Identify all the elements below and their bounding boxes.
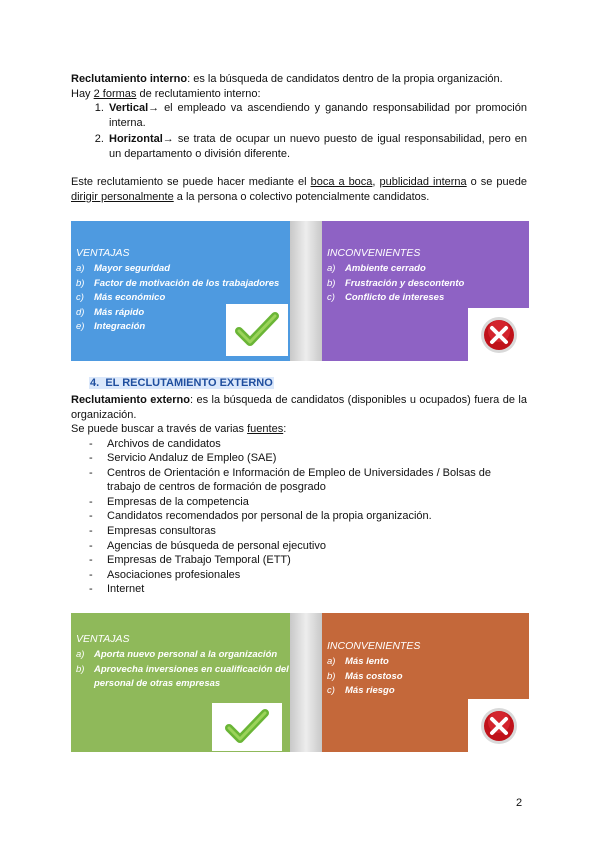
methods-sep: o se puede [466, 176, 527, 188]
item-marker: a) [327, 263, 336, 274]
disadvantage-item [327, 291, 464, 306]
item-text: Más lento [345, 656, 389, 667]
panel-divider [290, 613, 322, 752]
internal-disadvantages-panel [322, 221, 529, 361]
internal-definition-block [71, 72, 527, 161]
item-text: Más costoso [345, 670, 403, 682]
forms-intro-link: 2 formas [93, 87, 137, 100]
item-marker: a) [76, 649, 85, 660]
external-advantages-panel [71, 613, 290, 752]
sources-intro-pre: Se puede buscar a través de varias [71, 423, 248, 435]
cross-circle-icon [479, 706, 519, 746]
external-pros-cons [71, 613, 529, 752]
item-text: Integración [94, 321, 146, 333]
item-marker: b) [327, 277, 336, 289]
source-item: - Empresas de Trabajo Temporal (ETT) [71, 553, 527, 568]
form-term: Horizontal [109, 133, 163, 145]
disadvantage-item [327, 670, 403, 685]
source-item: - Empresas consultoras [71, 524, 527, 539]
sources-intro [71, 422, 527, 437]
item-text: Mayor seguridad [94, 263, 171, 274]
external-definition-term: Reclutamiento externo [71, 394, 190, 406]
method-dirigir-personalmente: dirigir personalmente [71, 190, 174, 203]
source-item: - Internet [71, 582, 527, 597]
advantages-title: VENTAJAS [76, 633, 130, 645]
item-text: Frustración y descontento [345, 277, 465, 289]
item-text: Aporta nuevo personal a la organización [94, 649, 278, 660]
cross-circle-icon [479, 315, 519, 355]
item-marker: c) [76, 292, 84, 304]
form-item-horizontal [107, 132, 527, 161]
source-item: - Candidatos recomendados por personal de la propia organización. [71, 509, 527, 524]
form-text: → se trata de ocupar un nuevo puesto de igual responsabilidad, pero en un departamento o división diferente. [109, 133, 527, 160]
advantages-title: VENTAJAS [76, 247, 130, 259]
internal-definition-term: Reclutamiento interno [71, 73, 188, 85]
disadvantage-item [327, 262, 464, 277]
external-definition [71, 393, 527, 422]
check-icon-box [226, 304, 288, 356]
item-marker: c) [327, 685, 335, 697]
methods-pre: Este reclutamiento se puede hacer mediante el [71, 176, 311, 188]
sources-list [71, 437, 527, 598]
source-item: - Empresas de la competencia [71, 495, 527, 510]
internal-methods-paragraph [71, 175, 527, 204]
form-text: → el empleado va ascendiendo y ganando responsabilidad por promoción interna. [109, 102, 527, 129]
internal-advantages-panel [71, 221, 290, 361]
item-marker: a) [327, 656, 336, 667]
item-marker: c) [327, 292, 335, 304]
source-item: - Agencias de búsqueda de personal ejecutivo [71, 539, 527, 554]
method-publicidad-interna: publicidad interna [379, 176, 467, 188]
external-definition-block [71, 393, 527, 597]
source-item: - Archivos de candidatos [71, 437, 527, 452]
item-marker: b) [327, 670, 336, 682]
forms-intro-post: de reclutamiento interno: [136, 87, 261, 100]
heading-text: EL RECLUTAMIENTO EXTERNO [105, 377, 273, 389]
forms-intro-pre: Hay [71, 87, 94, 100]
disadvantages-list [327, 262, 464, 306]
form-item-vertical [107, 101, 527, 130]
disadvantages-title: INCONVENIENTES [327, 640, 421, 652]
internal-definition-text: : es la búsqueda de candidatos dentro de la propia organización. [187, 73, 503, 85]
methods-post: a la persona o colectivo potencialmente candidatos. [173, 190, 430, 203]
item-marker: d) [76, 306, 85, 318]
method-boca-a-boca: boca a boca [310, 176, 373, 188]
advantage-item [76, 663, 299, 692]
item-text: Más riesgo [345, 685, 395, 697]
item-marker: e) [76, 321, 85, 333]
source-item: - Servicio Andaluz de Empleo (SAE) [71, 451, 527, 466]
cross-icon-box [468, 699, 529, 752]
item-text: Ambiente cerrado [345, 263, 426, 274]
source-item: - Centros de Orientación e Información de Empleo de Universidades / Bolsas de trabajo de centros de formación de posgrado [71, 466, 527, 495]
methods-sep: , [372, 176, 380, 188]
section-heading-external [89, 377, 274, 389]
sources-intro-link: fuentes [247, 423, 284, 435]
item-text: Más económico [94, 292, 166, 304]
item-text: Factor de motivación de los trabajadores [94, 277, 280, 289]
disadvantages-list [327, 655, 403, 699]
sources-intro-post: : [283, 423, 287, 435]
form-term: Vertical [109, 102, 149, 114]
source-item: - Asociaciones profesionales [71, 568, 527, 583]
internal-definition [71, 72, 527, 87]
advantages-list [76, 648, 299, 692]
item-text: Más rápido [94, 306, 145, 318]
panel-divider [290, 221, 322, 361]
disadvantages-title: INCONVENIENTES [327, 247, 421, 259]
advantage-item [76, 648, 299, 663]
advantage-item [76, 262, 279, 277]
page-number: 2 [516, 797, 523, 809]
heading-number: 4. [90, 377, 100, 389]
disadvantage-item [327, 655, 403, 670]
disadvantage-item [327, 684, 403, 699]
internal-pros-cons [71, 221, 529, 361]
cross-icon-box [468, 308, 529, 361]
item-marker: a) [76, 263, 85, 274]
internal-forms-list [71, 101, 527, 161]
advantage-item [76, 277, 279, 292]
item-text: Conflicto de intereses [345, 292, 445, 304]
check-icon-box [212, 703, 282, 751]
external-disadvantages-panel [322, 613, 529, 752]
external-definition-text: : es la búsqueda de candidatos (disponibles u ocupados) fuera de la organización. [71, 394, 527, 421]
disadvantage-item [327, 277, 464, 292]
internal-forms-intro [71, 87, 527, 102]
item-text: Aprovecha inversiones en cualificación del personal de otras empresas [94, 663, 289, 690]
check-icon [235, 311, 279, 349]
item-marker: b) [76, 663, 85, 675]
check-icon [225, 708, 269, 746]
item-marker: b) [76, 277, 85, 289]
